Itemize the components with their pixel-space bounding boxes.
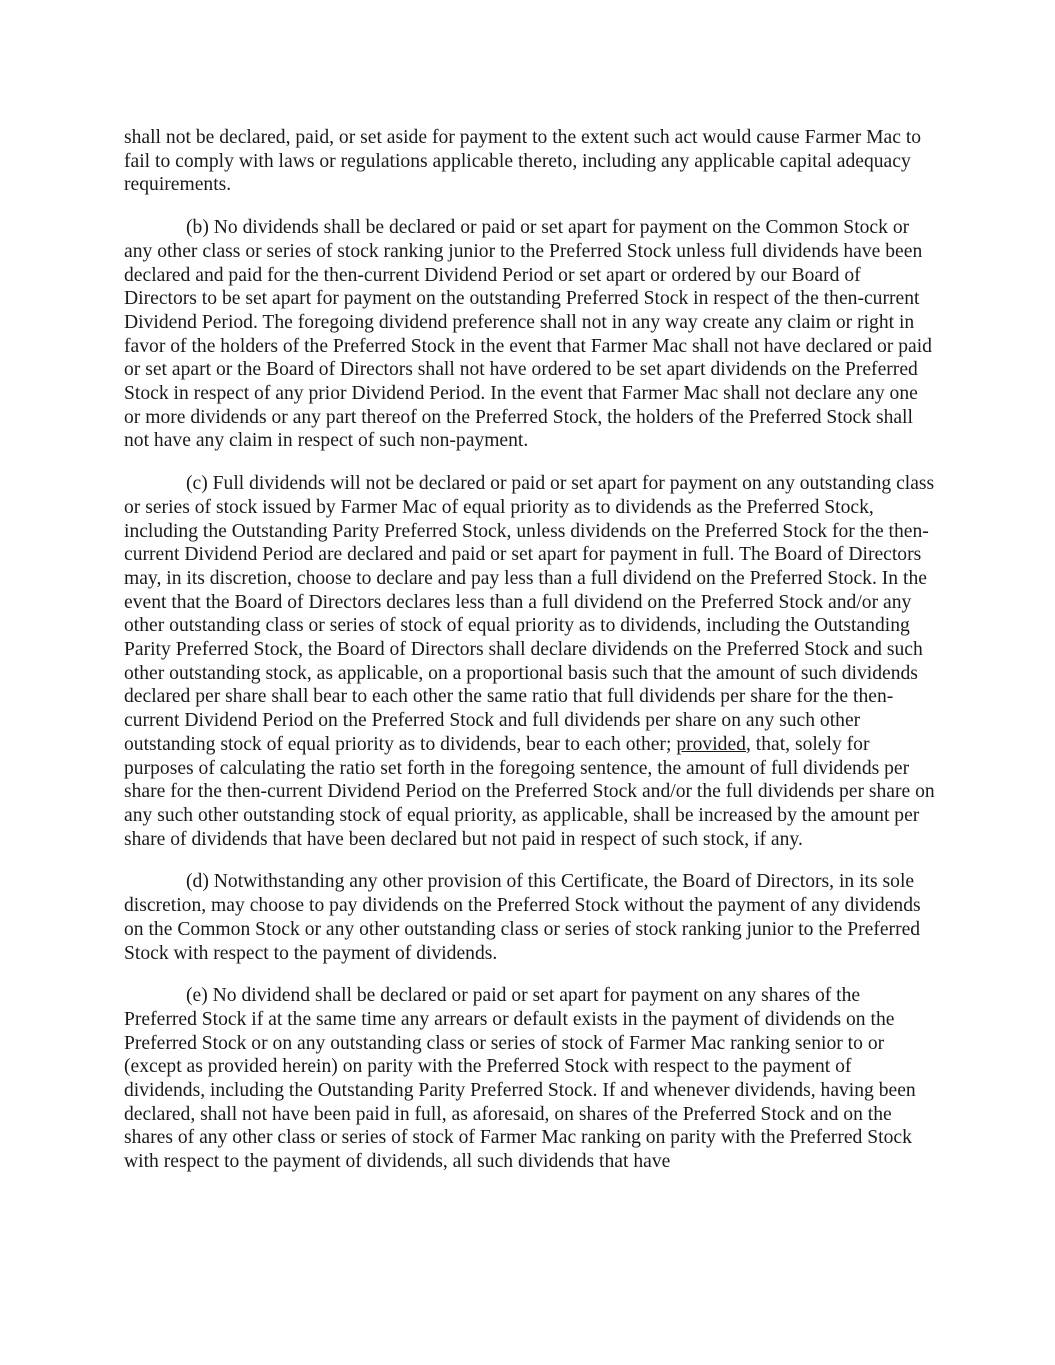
paragraph-c-part2: , that, solely for purposes of calculating the ratio set forth in the foregoing sentence, the amount of full dividends per share for the then-current Dividend Period on the Preferred Stock and/or the full dividends per share on any such other outstanding stock of equal priority, as applicable, shall be increased by the amount per share of dividends that have been declared but not paid in respect of such stock, if any. <box>124 733 935 850</box>
document-page <box>124 126 936 1193</box>
paragraph-d: (d) Notwithstanding any other provision of this Certificate, the Board of Directors, in its sole discretion, may choose to pay dividends on the Preferred Stock without the payment of any dividends on the Common Stock or any other outstanding class or series of stock ranking junior to the Preferred Stock with respect to the payment of dividends. <box>124 871 921 964</box>
paragraph-c <box>124 472 936 851</box>
paragraph-b: (b) No dividends shall be declared or paid or set apart for payment on the Common Stock or any other class or series of stock ranking junior to the Preferred Stock unless full dividends have been declared and paid for the then-current Dividend Period or set apart or ordered by our Board of Directors to be set apart for payment on the outstanding Preferred Stock in respect of the then-current Dividend Period. The foregoing dividend preference shall not in any way create any claim or right in favor of the holders of the Preferred Stock in the event that Farmer Mac shall not have declared or paid or set apart or the Board of Directors shall not have ordered to be set apart dividends on the Preferred Stock in respect of any prior Dividend Period. In the event that Farmer Mac shall not declare any one or more dividends or any part thereof on the Preferred Stock, the holders of the Preferred Stock shall not have any claim in respect of such non-payment. <box>124 217 932 452</box>
provided-underlined: provided <box>676 733 746 755</box>
paragraph-continuation: shall not be declared, paid, or set aside for payment to the extent such act would cause Farmer Mac to fail to comply with laws or regulations applicable thereto, including any applicable capital adequacy requirements. <box>124 127 922 196</box>
paragraph-c-part1: (c) Full dividends will not be declared or paid or set apart for payment on any outstanding class or series of stock issued by Farmer Mac of equal priority as to dividends as the Preferred Stock, including the Outstanding Parity Preferred Stock, unless dividends on the Preferred Stock for the then-current Dividend Period are declared and paid or set apart for payment in full. The Board of Directors may, in its discretion, choose to declare and pay less than a full dividend on the Preferred Stock. In the event that the Board of Directors declares less than a full dividend on the Preferred Stock and/or any other outstanding class or series of stock of equal priority as to dividends, including the Outstanding Parity Preferred Stock, the Board of Directors shall declare dividends on the Preferred Stock and such other outstanding stock, as applicable, on a proportional basis such that the amount of such dividends declared per share shall bear to each other the same ratio that full dividends per share for the then-current Dividend Period on the Preferred Stock and full dividends per share on any such other outstanding stock of equal priority as to dividends, bear to each other; <box>124 473 935 755</box>
paragraph-e: (e) No dividend shall be declared or paid or set apart for payment on any shares of the Preferred Stock if at the same time any arrears or default exists in the payment of dividends on the Preferred Stock or on any outstanding class or series of stock of Farmer Mac ranking senior to or (except as provided herein) on parity with the Preferred Stock with respect to the payment of dividends, including the Outstanding Parity Preferred Stock. If and whenever dividends, having been declared, shall not have been paid in full, as aforesaid, on shares of the Preferred Stock and on the shares of any other class or series of stock of Farmer Mac ranking on parity with the Preferred Stock with respect to the payment of dividends, all such dividends that have <box>124 985 916 1173</box>
